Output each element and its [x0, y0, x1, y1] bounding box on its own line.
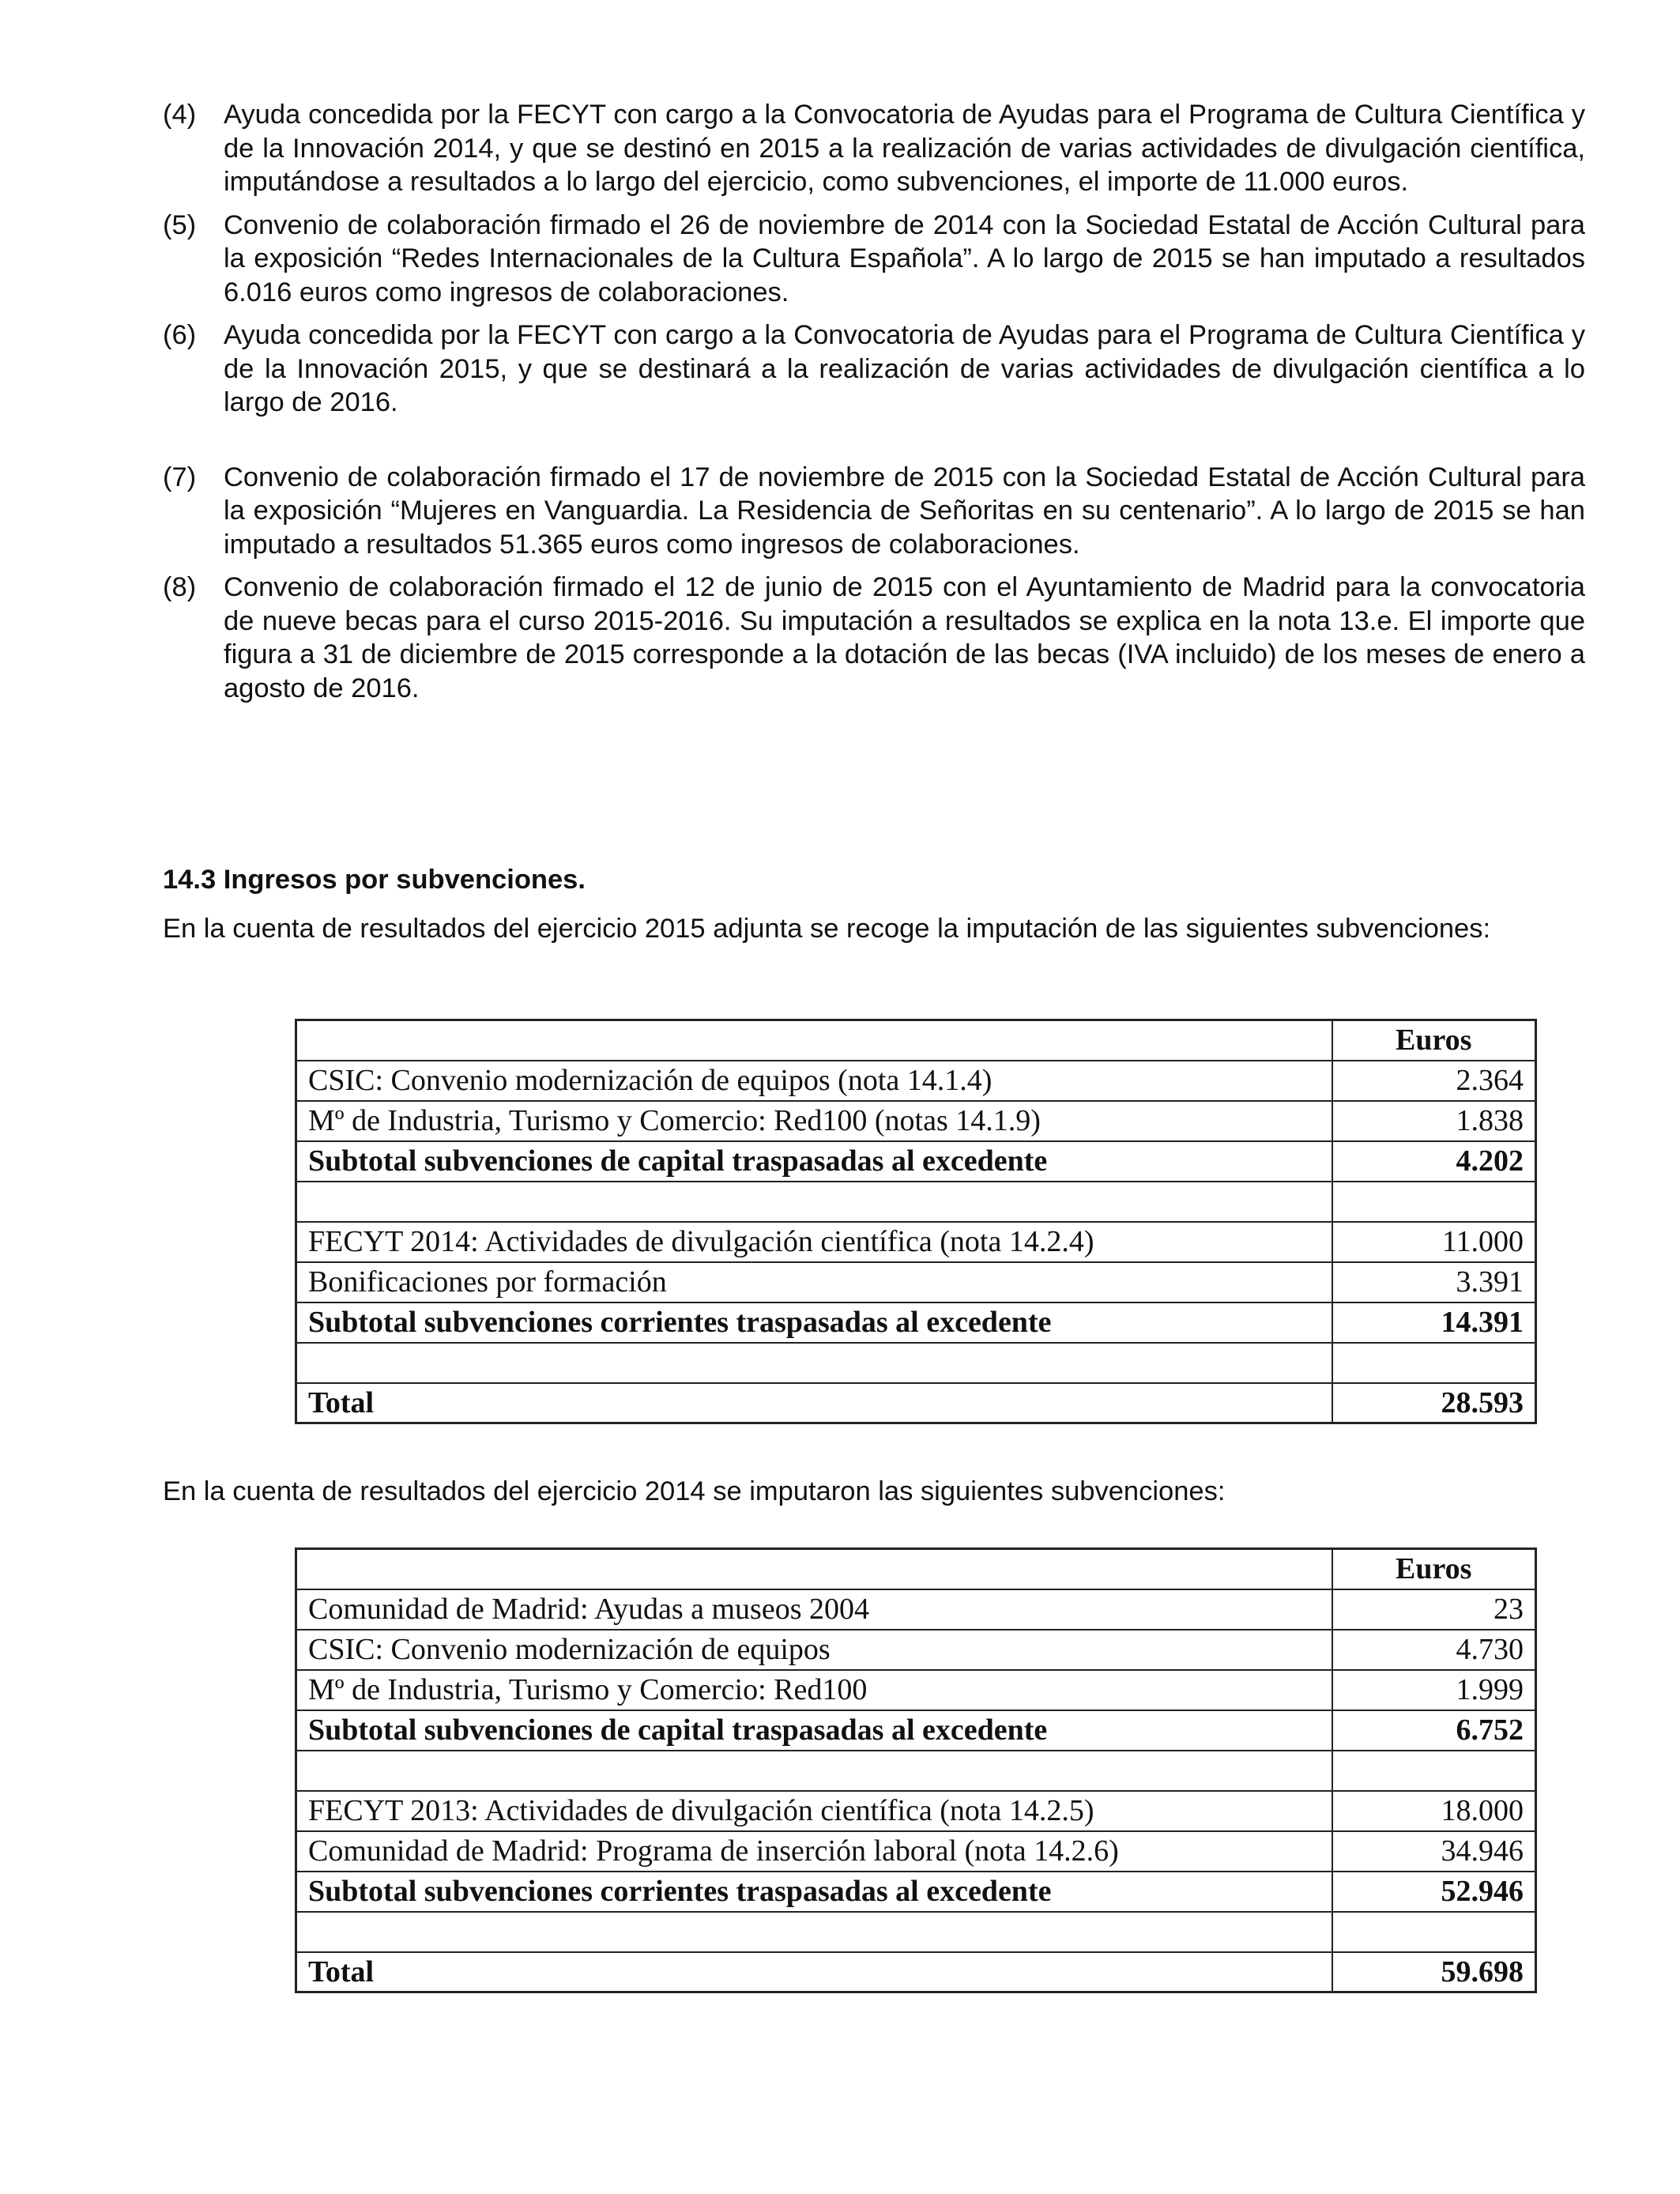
row-label: Subtotal subvenciones de capital traspasadas al excedente: [296, 1141, 1332, 1182]
header-label-cell: [296, 1549, 1332, 1589]
subtotal-row: [296, 1872, 1536, 1912]
row-value: 1.999: [1332, 1670, 1536, 1710]
header-euros: Euros: [1332, 1549, 1536, 1589]
row-value: [1332, 1343, 1536, 1383]
table-row: [296, 1670, 1536, 1710]
row-value: 4.202: [1332, 1141, 1536, 1182]
row-label: Subtotal subvenciones de capital traspasadas al excedente: [296, 1710, 1332, 1751]
note-number: (4): [163, 100, 197, 130]
total-row: [296, 1952, 1536, 1992]
spacer-row: [296, 1912, 1536, 1952]
row-value: [1332, 1751, 1536, 1791]
section-heading: 14.3 Ingresos por subvenciones.: [163, 865, 586, 895]
row-value: 23: [1332, 1589, 1536, 1630]
table-header-row: [296, 1549, 1536, 1589]
row-label: CSIC: Convenio modernización de equipos: [296, 1630, 1332, 1670]
row-value: 59.698: [1332, 1952, 1536, 1992]
row-label: CSIC: Convenio modernización de equipos (nota 14.1.4): [296, 1061, 1332, 1101]
subsidies-table-2014: [295, 1547, 1537, 1993]
intro-paragraph-2015: En la cuenta de resultados del ejercicio 2015 adjunta se recoge la imputación de las siguientes subvenciones:: [163, 914, 1491, 944]
note-number: (6): [163, 320, 197, 350]
spacer-row: [296, 1182, 1536, 1222]
note-4: [163, 98, 1585, 199]
row-label: Comunidad de Madrid: Ayudas a museos 2004: [296, 1589, 1332, 1630]
row-label: [296, 1182, 1332, 1222]
row-label: Mº de Industria, Turismo y Comercio: Red100 (notas 14.1.9): [296, 1101, 1332, 1141]
row-label: Mº de Industria, Turismo y Comercio: Red100: [296, 1670, 1332, 1710]
subsidies-table-2015: [295, 1019, 1537, 1424]
row-label: FECYT 2014: Actividades de divulgación científica (nota 14.2.4): [296, 1222, 1332, 1262]
table-row: [296, 1630, 1536, 1670]
subtotal-row: [296, 1302, 1536, 1343]
note-text: Ayuda concedida por la FECYT con cargo a la Convocatoria de Ayudas para el Programa de Cultura Científica y de la Innovación 2014, y que se destinó en 2015 a la realización de varias actividades de divulgación científica, imputándose a resultados a lo largo del ejercicio, como subvenciones, el importe de 11.000 euros.: [224, 100, 1585, 197]
row-label: [296, 1343, 1332, 1383]
intro-paragraph-2014: En la cuenta de resultados del ejercicio 2014 se imputaron las siguientes subvenciones:: [163, 1476, 1226, 1506]
table-row: [296, 1262, 1536, 1302]
note-5: [163, 209, 1585, 310]
row-value: 1.838: [1332, 1101, 1536, 1141]
spacer-row: [296, 1343, 1536, 1383]
note-8: [163, 571, 1585, 705]
table-row: [296, 1061, 1536, 1101]
notes-list: [163, 98, 1585, 705]
subtotal-row: [296, 1141, 1536, 1182]
table-row: [296, 1791, 1536, 1831]
note-7: [163, 461, 1585, 562]
table-row: [296, 1101, 1536, 1141]
header-euros: Euros: [1332, 1020, 1536, 1061]
row-label: Total: [296, 1952, 1332, 1992]
row-value: 11.000: [1332, 1222, 1536, 1262]
row-label: Total: [296, 1383, 1332, 1423]
row-label: Comunidad de Madrid: Programa de inserción laboral (nota 14.2.6): [296, 1831, 1332, 1872]
note-number: (8): [163, 572, 197, 602]
note-text: Convenio de colaboración firmado el 26 de noviembre de 2014 con la Sociedad Estatal de Acción Cultural para la exposición “Redes Internacionales de la Cultura Española”. A lo largo de 2015 se han imputado a resultados 6.016 euros como ingresos de colaboraciones.: [224, 209, 1585, 307]
row-value: 52.946: [1332, 1872, 1536, 1912]
total-row: [296, 1383, 1536, 1423]
row-label: FECYT 2013: Actividades de divulgación científica (nota 14.2.5): [296, 1791, 1332, 1831]
table-row: [296, 1589, 1536, 1630]
note-text: Ayuda concedida por la FECYT con cargo a la Convocatoria de Ayudas para el Programa de Cultura Científica y de la Innovación 2015, y que se destinará a la realización de varias actividades de divulgación científica a lo largo de 2016.: [224, 320, 1585, 417]
row-value: 18.000: [1332, 1791, 1536, 1831]
row-label: [296, 1751, 1332, 1791]
row-label: Subtotal subvenciones corrientes traspasadas al excedente: [296, 1872, 1332, 1912]
row-value: 14.391: [1332, 1302, 1536, 1343]
table-header-row: [296, 1020, 1536, 1061]
header-label-cell: [296, 1020, 1332, 1061]
row-value: 2.364: [1332, 1061, 1536, 1101]
row-label: Subtotal subvenciones corrientes traspasadas al excedente: [296, 1302, 1332, 1343]
note-text: Convenio de colaboración firmado el 17 de noviembre de 2015 con la Sociedad Estatal de Acción Cultural para la exposición “Mujeres en Vanguardia. La Residencia de Señoritas en su centenario”. A lo largo de 2015 se han imputado a resultados 51.365 euros como ingresos de colaboraciones.: [224, 462, 1585, 560]
spacer-row: [296, 1751, 1536, 1791]
row-value: [1332, 1182, 1536, 1222]
note-number: (5): [163, 209, 197, 240]
row-label: Bonificaciones por formación: [296, 1262, 1332, 1302]
note-6: [163, 319, 1585, 420]
note-text: Convenio de colaboración firmado el 12 de junio de 2015 con el Ayuntamiento de Madrid para la convocatoria de nueve becas para el curso 2015-2016. Su imputación a resultados se explica en la nota 13.e. El importe que figura a 31 de diciembre de 2015 corresponde a la dotación de las becas (IVA incluido) de los meses de enero a agosto de 2016.: [224, 572, 1585, 703]
row-label: [296, 1912, 1332, 1952]
table-row: [296, 1831, 1536, 1872]
note-number: (7): [163, 462, 197, 492]
table-row: [296, 1222, 1536, 1262]
row-value: 28.593: [1332, 1383, 1536, 1423]
row-value: [1332, 1912, 1536, 1952]
row-value: 6.752: [1332, 1710, 1536, 1751]
row-value: 34.946: [1332, 1831, 1536, 1872]
subtotal-row: [296, 1710, 1536, 1751]
row-value: 3.391: [1332, 1262, 1536, 1302]
row-value: 4.730: [1332, 1630, 1536, 1670]
